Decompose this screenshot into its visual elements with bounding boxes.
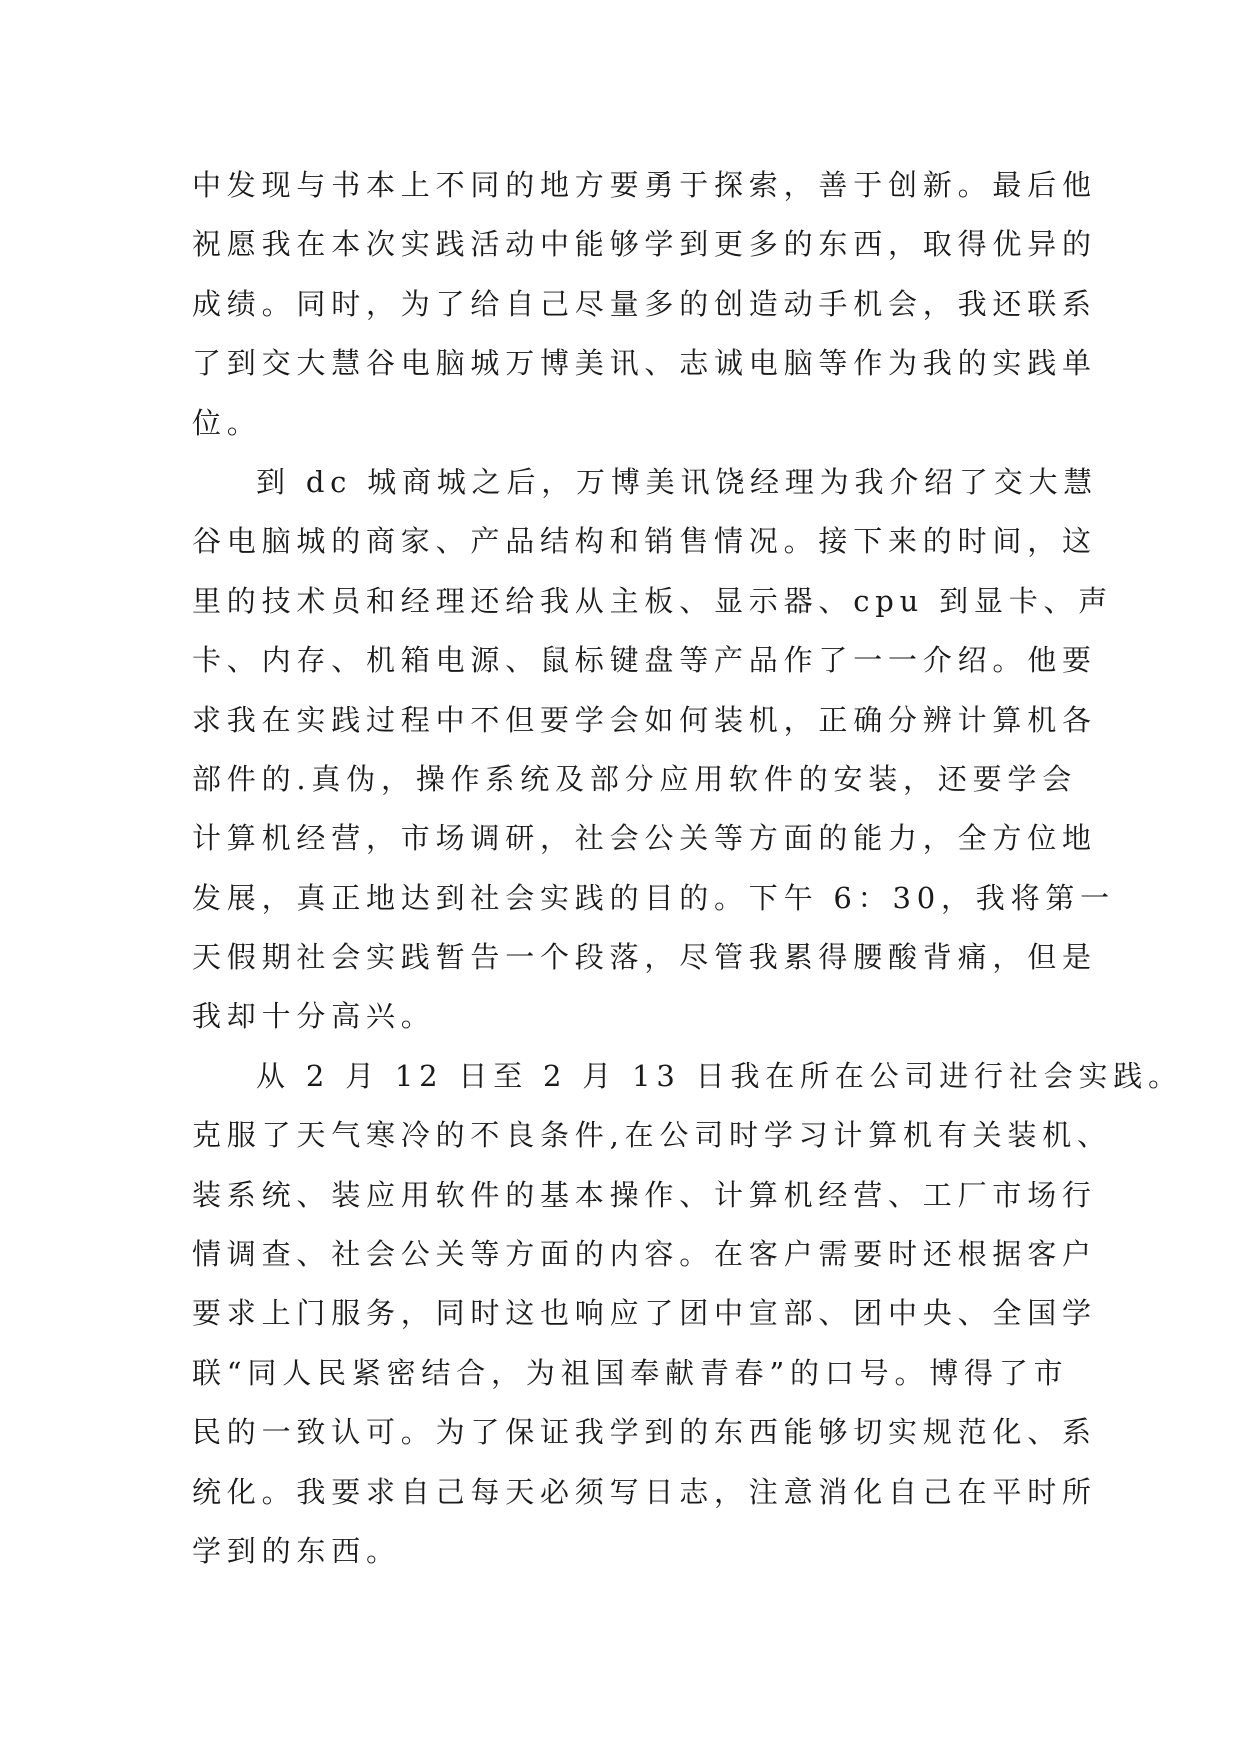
text-line: 民的一致认可。为了保证我学到的东西能够切实规范化、系	[192, 1415, 1097, 1450]
text-line: 卡、内存、机箱电源、鼠标键盘等产品作了一一介绍。他要	[192, 643, 1097, 678]
text-line: 里的技术员和经理还给我从主板、显示器、cpu 到显卡、声	[192, 583, 1114, 618]
text-line: 学到的东西。	[192, 1533, 401, 1568]
text-line: 位。	[192, 405, 262, 440]
text-line: 我却十分高兴。	[192, 999, 436, 1034]
text-line: 计算机经营，市场调研，社会公关等方面的能力，全方位地	[192, 821, 1097, 856]
text-line: 到 dc 城商城之后，万博美讯饶经理为我介绍了交大慧	[256, 464, 1099, 499]
paragraph-2	[192, 453, 1115, 1047]
text-line: 统化。我要求自己每天必须写日志，注意消化自己在平时所	[192, 1474, 1097, 1509]
text-line: 了到交大慧谷电脑城万博美讯、志诚电脑等作为我的实践单	[192, 346, 1097, 381]
text-line: 情调查、社会公关等方面的内容。在客户需要时还根据客户	[192, 1237, 1097, 1272]
paragraph-1	[192, 156, 1097, 453]
text-line: 祝愿我在本次实践活动中能够学到更多的东西，取得优异的	[192, 227, 1097, 262]
text-line: 天假期社会实践暂告一个段落，尽管我累得腰酸背痛，但是	[192, 940, 1097, 975]
text-line: 装系统、装应用软件的基本操作、计算机经营、工厂市场行	[192, 1177, 1097, 1212]
text-line: 谷电脑城的商家、产品结构和销售情况。接下来的时间，这	[192, 524, 1097, 559]
text-line: 要求上门服务，同时这也响应了团中宣部、团中央、全国学	[192, 1296, 1097, 1331]
text-line: 从 2 月 12 日至 2 月 13 日我在所在公司进行社会实践。	[256, 1058, 1183, 1093]
text-line: 成绩。同时，为了给自己尽量多的创造动手机会，我还联系	[192, 286, 1097, 321]
text-line: 部件的.真伪，操作系统及部分应用软件的安装，还要学会	[192, 761, 1078, 796]
text-line: 发展，真正地达到社会实践的目的。下午 6：30，我将第一	[192, 880, 1115, 915]
document-body	[192, 156, 1183, 1581]
text-line: 中发现与书本上不同的地方要勇于探索，善于创新。最后他	[192, 168, 1097, 202]
text-line: 克服了天气寒冷的不良条件,在公司时学习计算机有关装机、	[192, 1118, 1112, 1153]
text-line: 求我在实践过程中不但要学会如何装机，正确分辨计算机各	[192, 702, 1097, 737]
text-line: 联“同人民紧密结合，为祖国奉献青春”的口号。博得了市	[192, 1355, 1069, 1390]
paragraph-3	[192, 1047, 1183, 1582]
